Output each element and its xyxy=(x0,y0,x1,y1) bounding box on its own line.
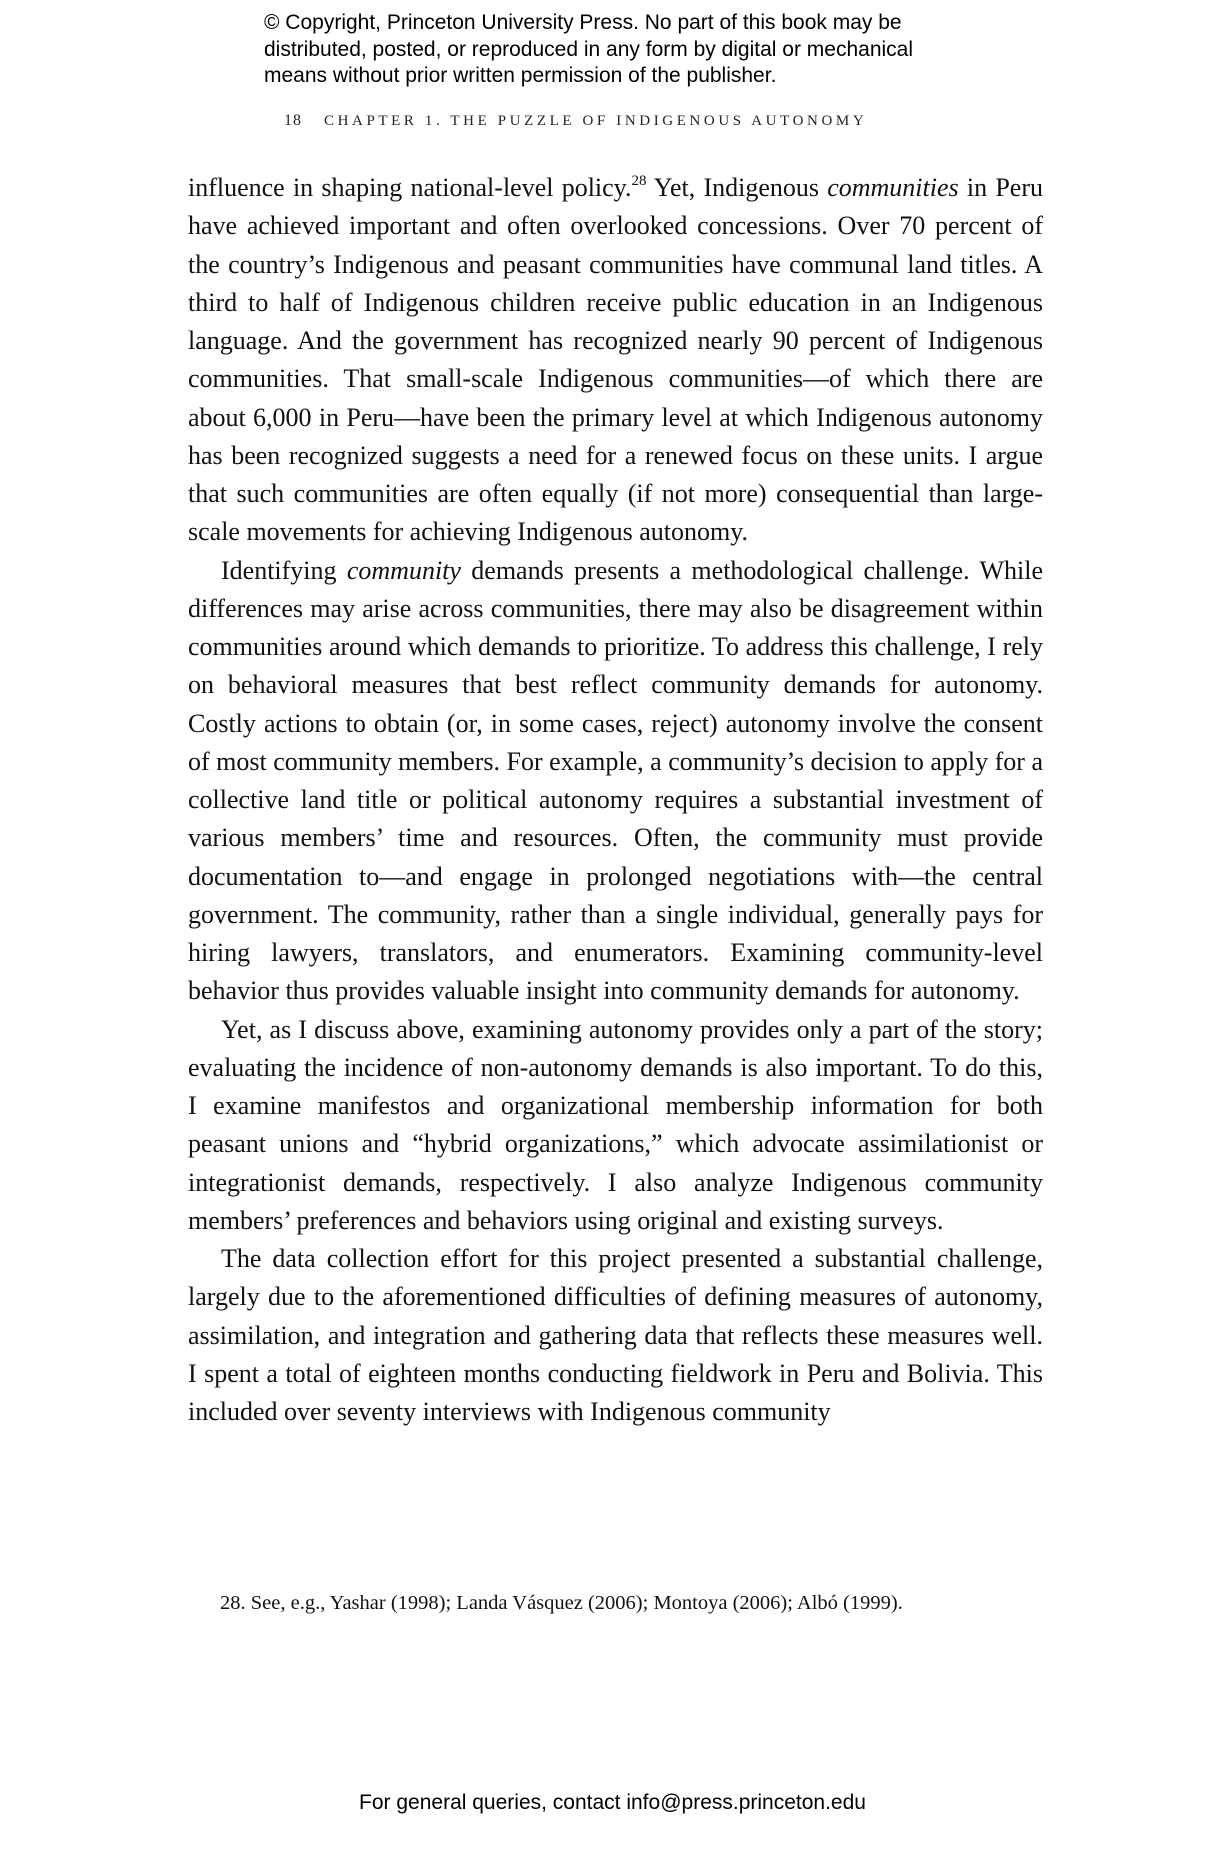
running-head xyxy=(284,112,867,130)
chapter-title: CHAPTER 1. THE PUZZLE OF INDIGENOUS AUTONOMY xyxy=(324,113,868,129)
contact-footer: For general queries, contact info@press.princeton.edu xyxy=(359,1791,866,1814)
copyright-line: distributed, posted, or reproduced in any form by digital or mechanical xyxy=(264,37,914,61)
paragraph-2-text-b: demands presents a methodological challenge. While differences may arise across communities, there may also be disagreement within communities around which demands to prioritize. To address this challenge, I rely on behavioral measures that best reflect community demands for autonomy. Costly actions to obtain (or, in some cases, reject) autonomy involve the consent of most community members. For example, a community’s decision to apply for a collective land title or political autonomy requires a substantial investment of various members’ time and resources. Often, the community must provide documentation to—and engage in prolonged negotiations with—the central government. The community, rather than a single individual, generally pays for hiring lawyers, translators, and enumerators. Examining community-level behavior thus provides valuable insight into community demands for autonomy. xyxy=(188,555,1043,1006)
footnote: 28. See, e.g., Yashar (1998); Landa Vásquez (2006); Montoya (2006); Albó (1999). xyxy=(220,1592,903,1614)
paragraph-1-text-b: in Peru have achieved important and often overlooked concessions. Over 70 percent of the country’s Indigenous and peasant communities have communal land titles. A third to half of Indigenous children receive public education in an Indigenous language. And the government has recognized nearly 90 percent of Indigenous communities. That small-scale Indigenous communities—of which there are about 6,000 in Peru—have been the primary level at which Indigenous autonomy has been recognized suggests a need for a renewed focus on these units. I argue that such communities are often equally (if not more) consequential than large-scale movements for achieving Indigenous autonomy. xyxy=(188,173,1043,547)
copyright-line: © Copyright, Princeton University Press. No part of this book may be xyxy=(264,11,902,34)
paragraph-1-start: influence in shaping national-level policy. xyxy=(188,173,632,202)
paragraph-2-italic: community xyxy=(346,555,461,585)
paragraph-4: The data collection effort for this project presented a substantial challenge, largely due to the aforementioned difficulties of defining measures of autonomy, assimilation, and integration and gathering data that reflects these measures well. I spent a total of eighteen months conducting fieldwork in Peru and Bolivia. This included over seventy interviews with Indigenous community xyxy=(188,1244,1043,1426)
paragraph-3: Yet, as I discuss above, examining autonomy provides only a part of the story; evaluating the incidence of non-autonomy demands is also important. To do this, I examine manifestos and organizational membership information for both peasant unions and “hybrid organizations,” which advocate assimilationist or integrationist demands, respectively. I also analyze Indigenous community members’ preferences and behaviors using original and existing surveys. xyxy=(188,1014,1043,1235)
paragraph-2 xyxy=(188,552,1043,1011)
page-number: 18 xyxy=(284,112,302,129)
body-text xyxy=(188,169,1043,1431)
footnote-marker[interactable]: 28 xyxy=(631,173,647,189)
copyright-line: means without prior written permission of the publisher. xyxy=(264,64,777,87)
paragraph-2-text-a: Identifying xyxy=(221,555,347,585)
paragraph-1 xyxy=(188,169,1043,552)
paragraph-1-italic: communities xyxy=(827,173,959,202)
paragraph-1-text-a: Yet, Indigenous xyxy=(646,173,828,202)
copyright-notice xyxy=(264,10,984,90)
